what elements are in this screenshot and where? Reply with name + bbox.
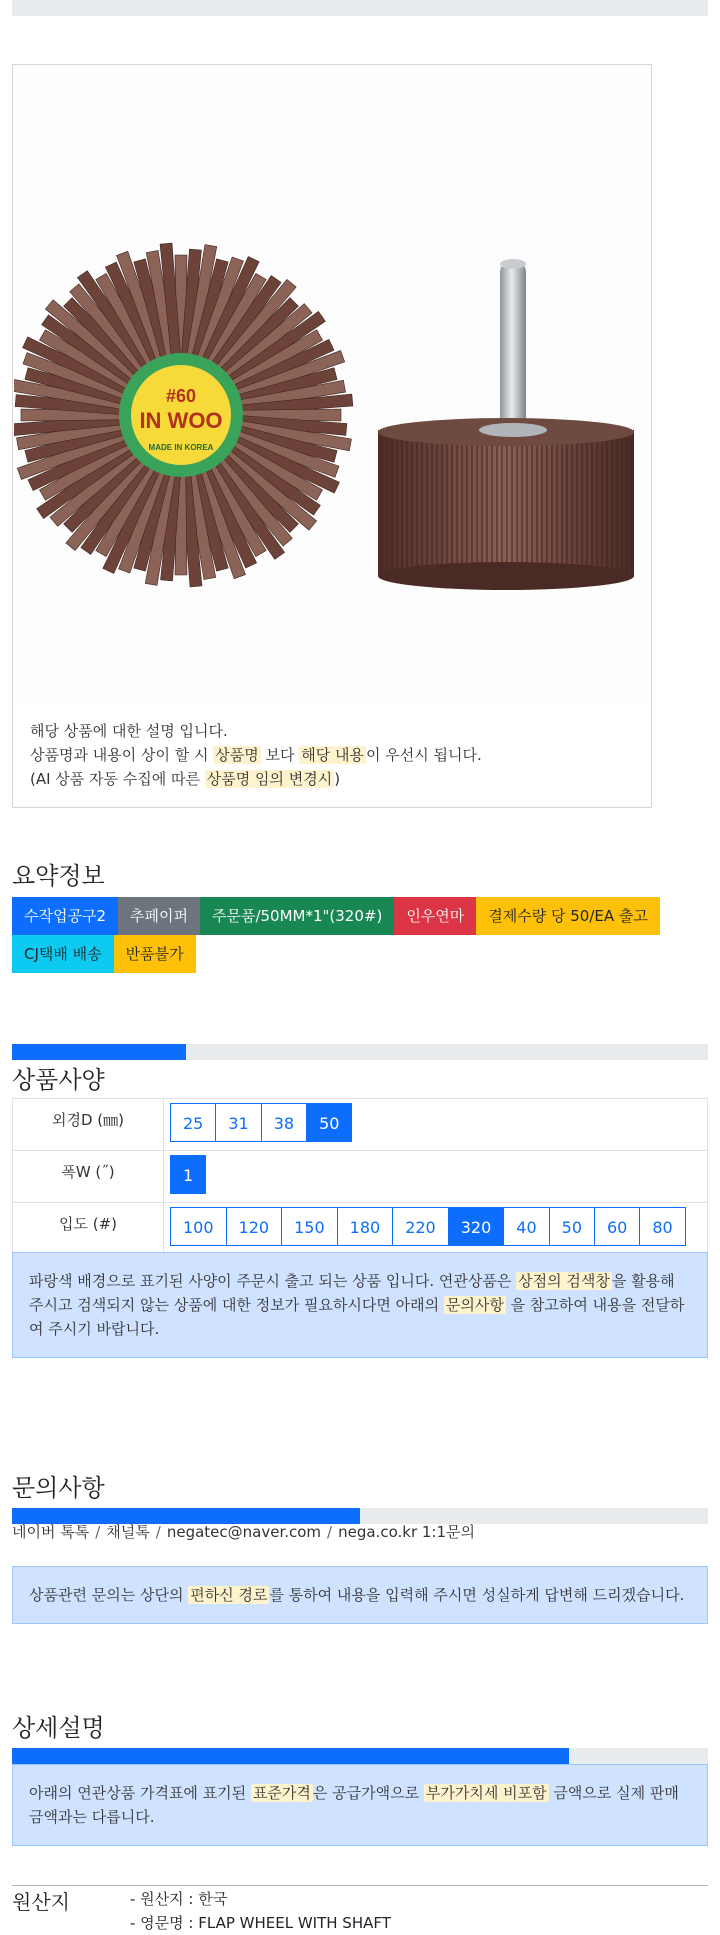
badge-order-item: 주문품/50MM*1"(320#) <box>200 897 394 935</box>
spec-title: 상품사양 <box>12 1066 105 1094</box>
top-placeholder-bar <box>12 0 708 16</box>
separator: / <box>327 1523 333 1541</box>
description-line-3 <box>30 767 640 791</box>
highlight-name-change: 상품명 임의 변경시 <box>206 770 333 788</box>
origin-divider <box>12 1885 708 1886</box>
spec-label: 폭W (˝) <box>13 1151 164 1203</box>
origin-english-name: - 영문명 : FLAP WHEEL WITH SHAFT <box>130 1914 391 1932</box>
detail-note <box>12 1764 708 1846</box>
note-text: 를 통하여 내용을 입력해 주시면 성실하게 답변해 드리겠습니다. <box>269 1586 685 1604</box>
product-description <box>30 719 640 791</box>
spec-note <box>12 1252 708 1358</box>
option-100[interactable]: 100 <box>170 1207 227 1246</box>
contact-links <box>12 1521 475 1542</box>
origin-country: - 원산지 : 한국 <box>130 1890 228 1908</box>
desc-text: 이 우선시 됩니다. <box>365 746 482 764</box>
spec-row-diameter <box>13 1099 708 1151</box>
separator: / <box>155 1523 161 1541</box>
spec-label: 외경D (㎜) <box>13 1099 164 1151</box>
product-card <box>12 64 652 808</box>
spec-progress <box>12 1044 708 1060</box>
badge-no-return: 반품불가 <box>114 935 196 973</box>
spec-options <box>164 1099 708 1151</box>
highlight-vat-excluded: 부가가치세 비포함 <box>425 1784 547 1802</box>
note-text: 아래의 연관상품 가격표에 표기된 <box>29 1784 251 1802</box>
spec-row-width <box>13 1151 708 1203</box>
spec-progress-fill <box>12 1044 186 1060</box>
badge-category: 수작업공구2 <box>12 897 118 935</box>
option-38[interactable]: 38 <box>261 1103 307 1142</box>
desc-text: 보다 <box>260 746 300 764</box>
badge-delivery: CJ택배 배송 <box>12 935 114 973</box>
contact-channel-talk[interactable]: 채널톡 <box>106 1523 150 1541</box>
note-text: 파랑색 배경으로 표기된 사양이 주문시 출고 되는 상품 입니다. 연관상품은 <box>29 1272 517 1290</box>
desc-text: (AI 상품 자동 수집에 따른 <box>30 770 205 788</box>
flap-wheel-illustration <box>14 66 650 706</box>
spec-options <box>164 1203 708 1255</box>
option-50[interactable]: 50 <box>549 1207 595 1246</box>
option-80[interactable]: 80 <box>639 1207 685 1246</box>
spec-options <box>164 1151 708 1203</box>
option-220[interactable]: 220 <box>392 1207 449 1246</box>
note-text: 을 참고하여 내용을 전달하여 주시기 바랍니다. <box>29 1296 685 1338</box>
hub-made-text: MADE IN KOREA <box>148 443 214 452</box>
inquiry-note <box>12 1566 708 1624</box>
option-25[interactable]: 25 <box>170 1103 216 1142</box>
detail-title: 상세설명 <box>12 1714 105 1742</box>
description-line-2 <box>30 743 640 767</box>
hub-brand-text: IN WOO <box>139 408 223 433</box>
note-text: 상품관련 문의는 상단의 <box>29 1586 189 1604</box>
highlight-standard-price: 표준가격 <box>252 1784 311 1802</box>
note-text: 을 활용해 주시고 검색되지 않는 상품에 대한 정보가 필요하시다면 아래의 <box>29 1272 675 1314</box>
product-image <box>14 66 650 706</box>
option-31[interactable]: 31 <box>215 1103 261 1142</box>
contact-site-inquiry[interactable]: nega.co.kr 1:1문의 <box>338 1523 475 1541</box>
highlight-product-name: 상품명 <box>215 746 259 764</box>
description-line-1: 해당 상품에 대한 설명 입니다. <box>30 722 228 740</box>
desc-text: ) <box>334 770 341 788</box>
spec-label: 입도 (#) <box>13 1203 164 1255</box>
summary-badges <box>12 897 708 973</box>
highlight-route: 편하신 경로 <box>190 1586 268 1604</box>
badge-maker: 인우연마 <box>394 897 476 935</box>
origin-title: 원산지 <box>12 1890 70 1914</box>
highlight-search: 상점의 검색창 <box>518 1272 610 1290</box>
inquiry-title: 문의사항 <box>12 1474 105 1502</box>
option-120[interactable]: 120 <box>226 1207 283 1246</box>
note-text: 은 공급가액으로 <box>312 1784 424 1802</box>
contact-email[interactable]: negatec@naver.com <box>166 1523 322 1541</box>
separator: / <box>95 1523 101 1541</box>
highlight-content: 해당 내용 <box>301 746 364 764</box>
desc-text: 상품명과 내용이 상이 할 시 <box>30 746 214 764</box>
hub-grit-text: #60 <box>165 386 197 406</box>
option-320-selected[interactable]: 320 <box>448 1207 505 1246</box>
highlight-inquiry: 문의사항 <box>445 1296 504 1314</box>
contact-naver-talk[interactable]: 네이버 톡톡 <box>12 1523 90 1541</box>
option-60[interactable]: 60 <box>594 1207 640 1246</box>
spec-row-grit <box>13 1203 708 1255</box>
option-50-selected[interactable]: 50 <box>306 1103 352 1142</box>
spec-table <box>12 1098 708 1255</box>
option-150[interactable]: 150 <box>281 1207 338 1246</box>
badge-quantity: 결제수량 당 50/EA 출고 <box>476 897 660 935</box>
detail-progress <box>12 1748 708 1764</box>
option-40[interactable]: 40 <box>503 1207 549 1246</box>
origin-info <box>130 1887 391 1935</box>
option-180[interactable]: 180 <box>337 1207 394 1246</box>
detail-progress-fill <box>12 1748 569 1764</box>
badge-subcategory: 추페이퍼 <box>118 897 200 935</box>
note-text: 금액으로 실제 판매금액과는 다릅니다. <box>29 1784 679 1826</box>
option-1-selected[interactable]: 1 <box>170 1155 206 1194</box>
flap-drum <box>378 430 634 576</box>
summary-title: 요약정보 <box>12 862 105 890</box>
